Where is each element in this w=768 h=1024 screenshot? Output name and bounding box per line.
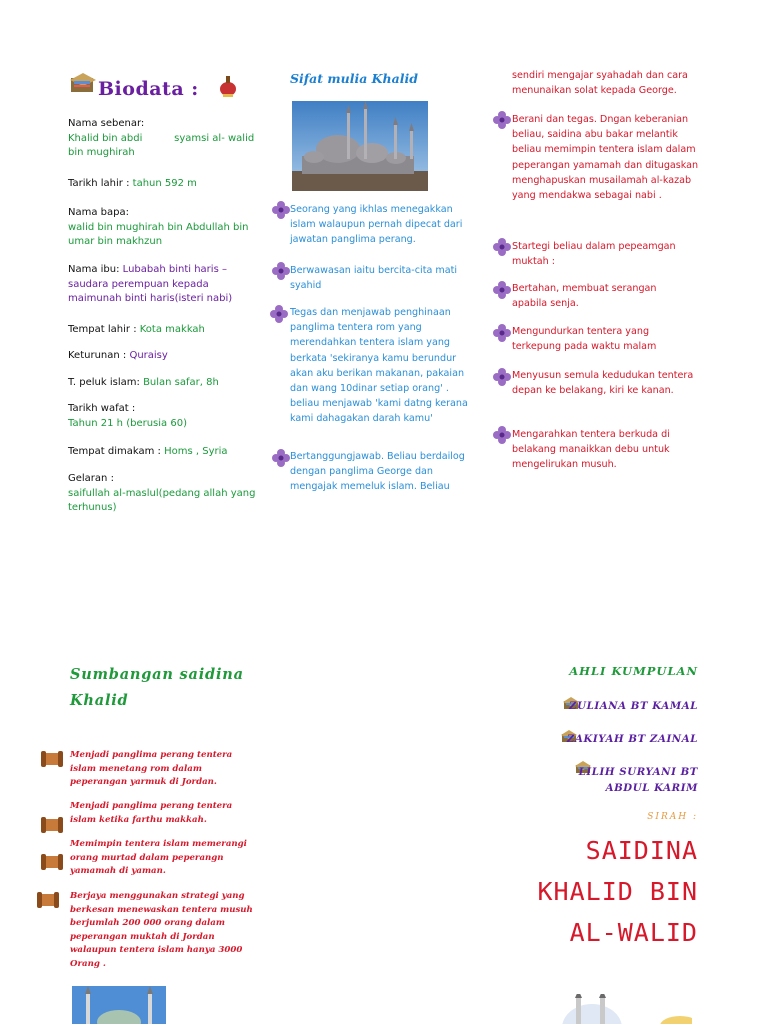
field-value: tahun 592 m (129, 178, 197, 189)
flower-bullet-icon (493, 426, 511, 444)
cover-title-line: AL-WALID (569, 918, 698, 947)
cover-title-line: KHALID BIN (537, 877, 698, 906)
lantern-icon (218, 74, 238, 98)
field-value: Khalid bin abdi syamsi al- walid bin mughirah (68, 132, 258, 158)
sumbangan-title: Sumbangan saidina Khalid (70, 666, 244, 709)
cover-title-line: SAIDINA (585, 836, 698, 865)
bio-field-keturunan (68, 349, 263, 364)
sifat-item: Seorang yang ikhlas menegakkan islam walaupun pernah dipecat dari jawatan panglima perang. (290, 204, 463, 246)
flower-bullet-icon (493, 324, 511, 342)
bio-field-tempat-lahir (68, 323, 263, 338)
flower-bullet-icon (493, 238, 511, 256)
sifat-cont-lead: sendiri mengajar syahadah dan cara menunaikan solat kepada George. (512, 70, 688, 97)
sifat-item: Berwawasan iaitu bercita-cita mati syahid (290, 265, 458, 292)
sifat-cont-item: Bertahan, membuat serangan apabila senja. (512, 283, 657, 310)
scroll-icon (40, 815, 64, 835)
field-value: Quraisy (129, 350, 168, 361)
sifat-cont-item: Startegi beliau dalam pepeamgan muktah : (512, 241, 676, 268)
sifat-cont-item: Mengarahkan tentera berkuda di belakang manaikkan debu untuk mengelirukan musuh. (512, 429, 670, 471)
field-value: Tahun 21 h (berusia 60) (68, 417, 187, 429)
bio-field-tarikh-lahir (68, 177, 263, 192)
flower-bullet-icon (493, 111, 511, 129)
field-label: Tarikh wafat : (68, 403, 136, 414)
bio-field-nama-sebenar (68, 117, 263, 161)
field-value: walid bin mughirah bin Abdullah bin umar bin makhzun (68, 221, 249, 247)
field-label: Nama ibu: (68, 264, 123, 275)
flower-bullet-icon (270, 305, 288, 323)
bio-field-nama-ibu (68, 263, 263, 307)
cover-subject: SIRAH : (647, 812, 698, 822)
mosque-image (72, 986, 166, 1024)
biodata-title: Biodata : (98, 78, 199, 100)
scroll-icon (40, 852, 64, 872)
scroll-icon (40, 749, 64, 769)
sumbangan-item: Memimpin tentera islam memerangi orang murtad dalam peperangn yamamah di yaman. (70, 839, 247, 877)
field-label: T. peluk islam: (68, 377, 144, 388)
mosque-image (292, 101, 428, 191)
sifat-item: Bertanggungjawab. Beliau berdailog dengan panglima George dan mengajak memeluk islam. Beliau (290, 451, 465, 493)
bio-field-peluk-islam (68, 376, 263, 391)
sifat-cont-item: Berani dan tegas. Dngan keberanian beliau, saidina abu bakar melantik beliau memimpin tentera islam dalam peperangan yamamah dan ditugaskan menghapuskan musailamah al-kazab yang mendakwa sebagai nabi . (512, 114, 699, 202)
field-value: Lubabah binti haris – saudara perempuan kepada maimunah binti haris(isteri nabi) (68, 264, 233, 304)
field-label: Gelaran : (68, 473, 114, 484)
flower-bullet-icon (272, 262, 290, 280)
sifat-item: Tegas dan menjawab penghinaan panglima tentera rom yang merendahkan tentera islam yang berkata 'sekiranya kamu berundur akan aku berikan makanan, pakaian dan wang 10dinar setiap orang' . beliau menjawab 'kami datng kerana kami dahagakan darah kamu' (290, 307, 468, 425)
sumbangan-item: Menjadi panglima perang tentera islam menetang rom dalam peperangan yarmuk di Jordan. (70, 750, 233, 788)
field-label: Nama sebenar: (68, 118, 145, 129)
field-label: Keturunan : (68, 350, 130, 361)
flower-bullet-icon (272, 449, 290, 467)
member-name: ZAKIYAH BT ZAINAL (566, 733, 698, 745)
field-value: Homs , Syria (164, 446, 228, 457)
flower-bullet-icon (493, 368, 511, 386)
sumbangan-item: Berjaya menggunakan strategi yang berkesan menewaskan tentera musuh berjumlah 200 000 orang dalam peperangan muktah di Jordan walaupun tentera islam hanya 3000 Orang . (70, 891, 253, 969)
flower-bullet-icon (493, 281, 511, 299)
sumbangan-item: Menjadi panglima perang tentera islam ketika farthu makkah. (70, 801, 233, 825)
bio-field-gelaran (68, 472, 263, 516)
field-value: Bulan safar, 8h (143, 377, 219, 388)
biodata-header (68, 70, 258, 106)
member-name: ZULIANA BT KAMAL (569, 700, 698, 712)
sifat-cont-item: Menyusun semula kedudukan tentera depan ke belakang, kiri ke kanan. (512, 370, 694, 397)
field-label: Tempat dimakam : (68, 446, 165, 457)
bio-field-tempat-dimakam (68, 445, 263, 460)
flower-bullet-icon (272, 201, 290, 219)
member-name: LILIH SURYANI BT (578, 766, 698, 778)
mosque-image (562, 994, 692, 1024)
member-name: ABDUL KARIM (605, 782, 698, 794)
field-label: Tarikh lahir : (68, 178, 130, 189)
field-value: saifullah al-maslul(pedang allah yang terhunus) (68, 487, 256, 513)
scroll-icon (36, 890, 60, 910)
field-value: Kota makkah (139, 324, 205, 335)
sifat-title: Sifat mulia Khalid (290, 71, 418, 86)
ahli-title: AHLI KUMPULAN (569, 664, 698, 678)
bio-field-nama-bapa (68, 206, 263, 250)
field-label: Nama bapa: (68, 207, 129, 218)
field-label: Tempat lahir : (68, 324, 140, 335)
book-icon (68, 70, 98, 96)
bio-field-tarikh-wafat (68, 402, 263, 431)
sifat-cont-item: Mengundurkan tentera yang terkepung pada waktu malam (512, 326, 657, 353)
